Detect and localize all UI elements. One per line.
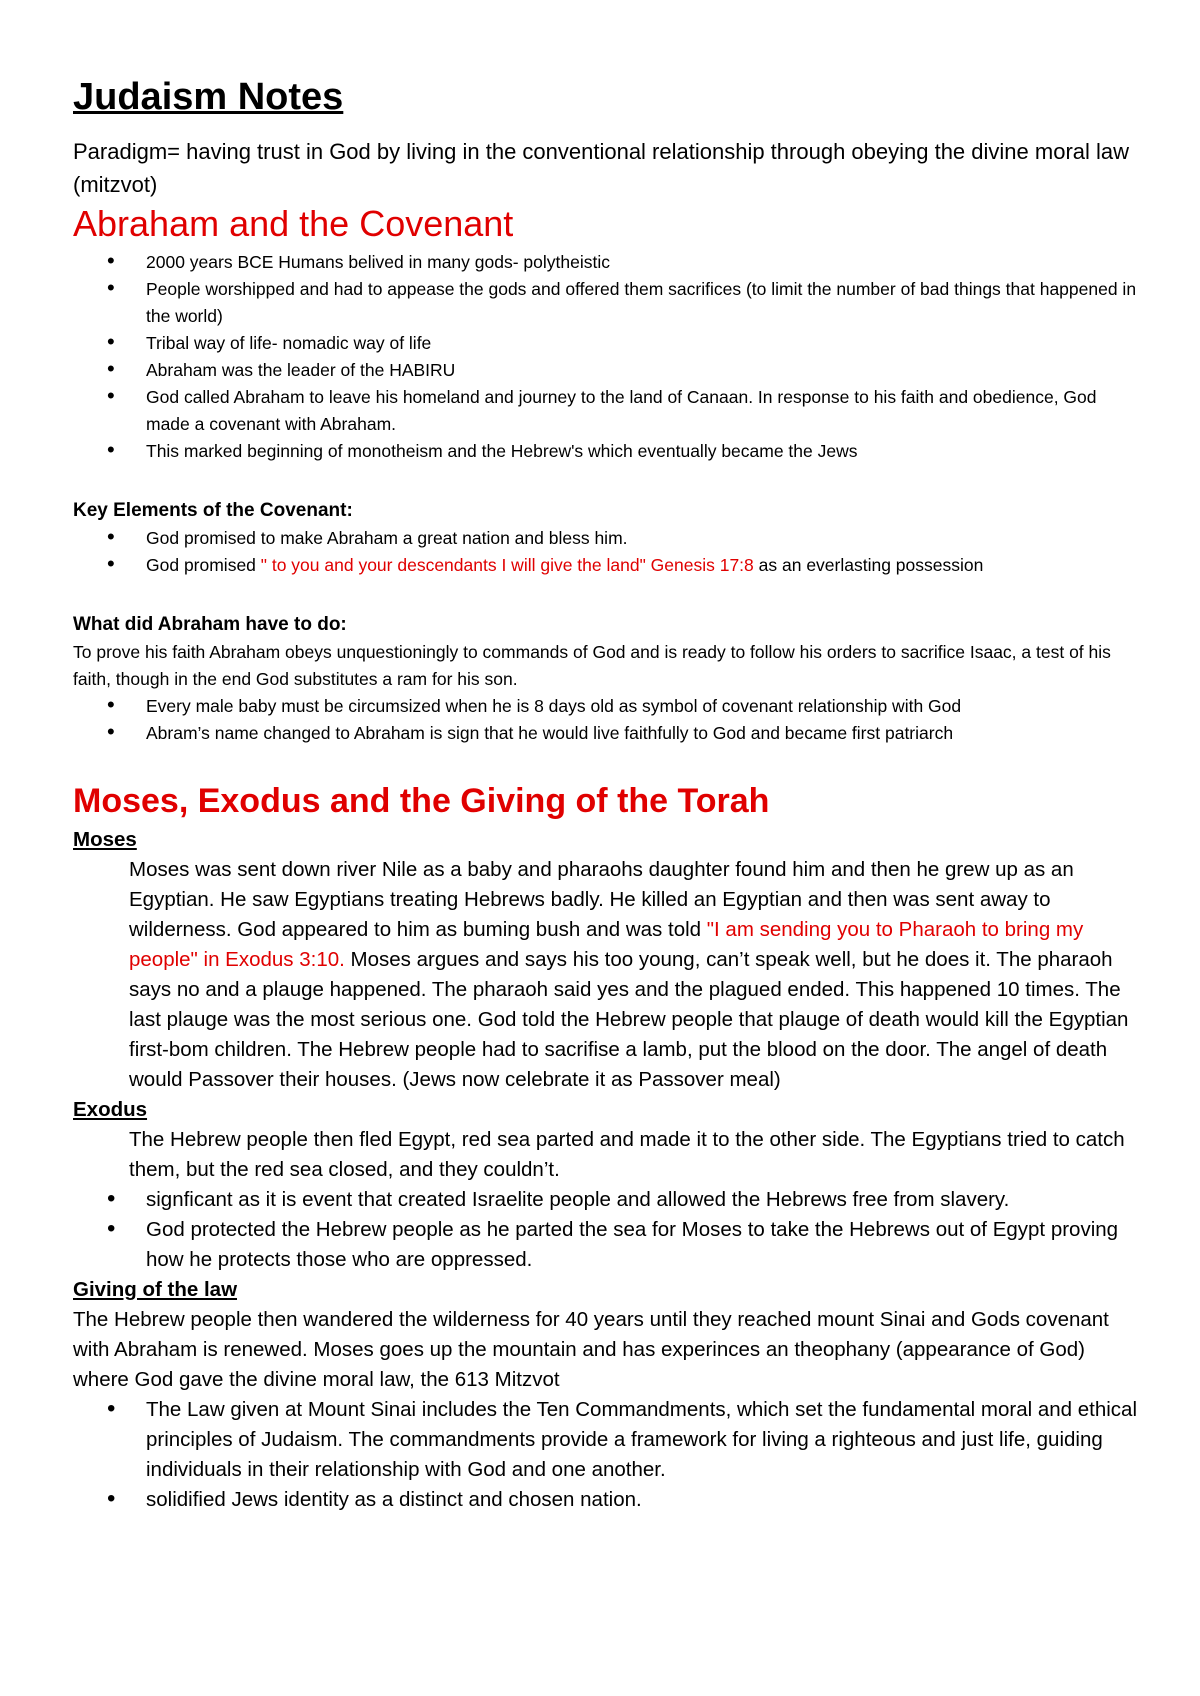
document-title: Judaism Notes — [73, 76, 344, 118]
paradigm-text: Paradigm= having trust in God by living in the conventional relationship through obeying the divine moral law (mitzvot) — [73, 138, 1130, 197]
list-item: • Abram’s name changed to Abraham is sign that he would live faithfully to God and became first patriarch — [73, 720, 1138, 747]
giving-law-subheading: Giving of the law — [73, 1277, 238, 1301]
moses-subheading: Moses — [73, 827, 137, 851]
list-item: • Abraham was the leader of the HABIRU — [73, 357, 1138, 384]
abraham-todo-heading: What did Abraham have to do: — [73, 613, 347, 635]
list-item: • This marked beginning of monotheism and the Hebrew's which eventually became the Jews — [73, 438, 1138, 465]
moses-text-part1: Moses was sent down river Nile as a baby and pharaohs daughter found him and then he grew up as an Egyptian. He saw Egyptians treating Hebrews badly. He killed an Egyptian and then was sent away to wilderness. God appeared to him as buming bush and was told — [129, 857, 1074, 941]
exodus-paragraph: The Hebrew people then fled Egypt, red sea parted and made it to the other side. The Egyptians tried to catch them, but the red sea closed, and they couldn’t. — [129, 1127, 1125, 1181]
list-item: • Tribal way of life- nomadic way of life — [73, 330, 1138, 357]
abraham-heading: Abraham and the Covenant — [73, 202, 514, 244]
list-item: • solidified Jews identity as a distinct and chosen nation. — [73, 1485, 1138, 1515]
abraham-todo-paragraph: To prove his faith Abraham obeys unquestioningly to commands of God and is ready to follow his orders to sacrifice Isaac, a test of his faith, though in the end God substitutes a ram for his son. — [73, 641, 1111, 689]
list-item: • God promised to make Abraham a great nation and bless him. — [73, 525, 1138, 552]
list-item: • 2000 years BCE Humans belived in many gods- polytheistic — [73, 249, 1138, 276]
abraham-bullet-list — [73, 249, 1138, 465]
list-item: • God called Abraham to leave his homeland and journey to the land of Canaan. In response to his faith and obedience, God made a covenant with Abraham. — [73, 384, 1138, 438]
key-elements-list — [73, 525, 1138, 579]
list-item: • The Law given at Mount Sinai includes the Ten Commandments, which set the fundamental moral and ethical principles of Judaism. The commandments provide a framework for living a righteous and just life, guiding individuals in their relationship with God and one another. — [73, 1395, 1138, 1485]
giving-law-bullet-list — [73, 1395, 1138, 1515]
list-item: • God protected the Hebrew people as he parted the sea for Moses to take the Hebrews out of Egypt proving how he protects those who are oppressed. — [73, 1215, 1138, 1275]
promise-prefix: God promised — [146, 554, 261, 575]
moses-heading: Moses, Exodus and the Giving of the Torah — [73, 781, 770, 820]
promise-suffix: as an everlasting possession — [753, 554, 984, 575]
genesis-quote: " to you and your descendants I will give the land" Genesis 17:8 — [260, 554, 754, 575]
giving-law-paragraph: The Hebrew people then wandered the wilderness for 40 years until they reached mount Sinai and Gods covenant with Abraham is renewed. Moses goes up the mountain and has experinces an theophany (appearance of God) where God gave the divine moral law, the 613 Mitzvot — [73, 1307, 1109, 1391]
list-item: • People worshipped and had to appease the gods and offered them sacrifices (to limit the number of bad things that happened in the world) — [73, 276, 1138, 330]
moses-paragraph — [73, 855, 1138, 1095]
exodus-bullet-list — [73, 1185, 1138, 1275]
abraham-todo-list — [73, 693, 1138, 747]
list-item: • signficant as it is event that created Israelite people and allowed the Hebrews free from slavery. — [73, 1185, 1138, 1215]
key-elements-heading: Key Elements of the Covenant: — [73, 499, 353, 521]
exodus-subheading: Exodus — [73, 1097, 148, 1121]
moses-text-part2: Moses argues and says his too young, can’t speak well, but he does it. The pharaoh says no and a plauge happened. The pharaoh said yes and the plagued ended. This happened 10 times. The last plauge was the most serious one. God told the Hebrew people that plauge of death would kill the Egyptian first-bom children. The Hebrew people had to sacrifise a lamb, put the blood on the door. The angel of death would Passover their houses. (Jews now celebrate it as Passover meal) — [129, 947, 1129, 1091]
list-item — [73, 552, 1138, 579]
document-page — [73, 75, 1138, 1515]
exodus-quote: "I am sending you to Pharaoh to bring my people" in Exodus 3:10. — [129, 917, 1084, 971]
list-item: • Every male baby must be circumsized when he is 8 days old as symbol of covenant relationship with God — [73, 693, 1138, 720]
